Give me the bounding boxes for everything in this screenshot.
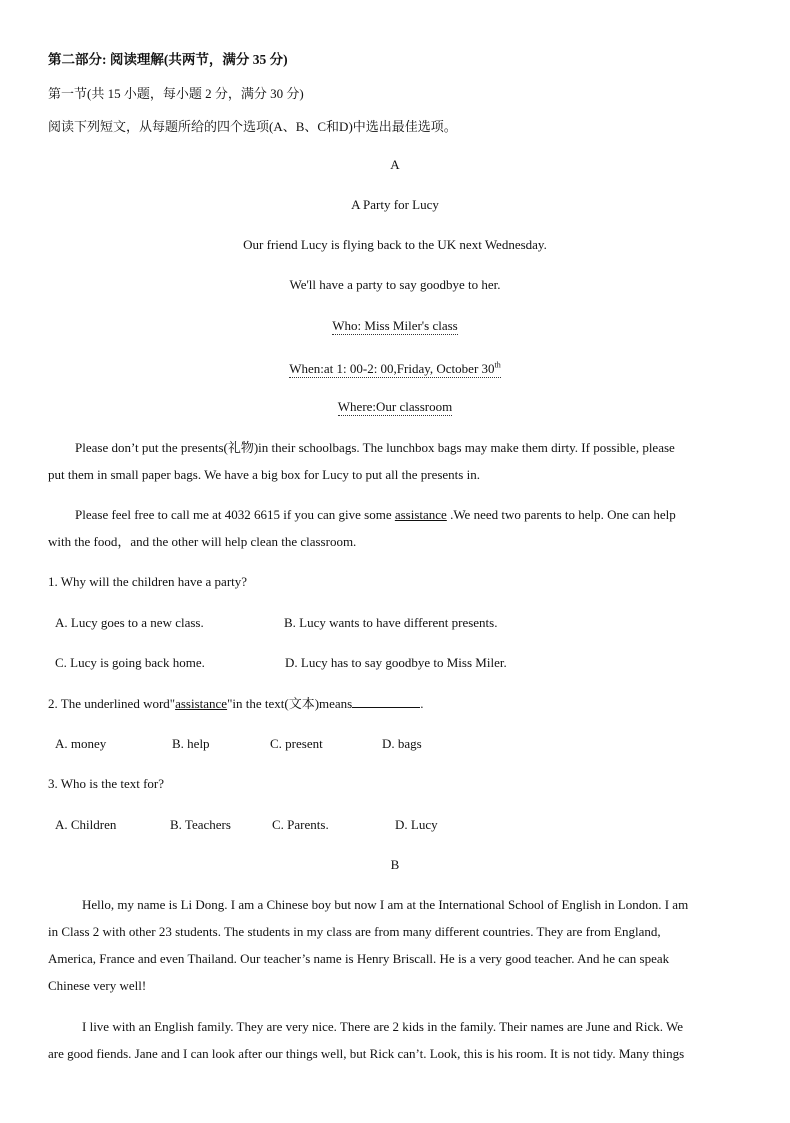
question-2-option-d: D. bags: [382, 736, 422, 751]
passage-b-para2-line2: are good fiends. Jane and I can look after our things well, but Rick can’t. Look, this is his room. It is not tidy. Many things: [48, 1046, 685, 1061]
passage-a-para1-line2: put them in small paper bags. We have a big box for Lucy to put all the presents in.: [48, 467, 480, 482]
passage-b-para2-line1: I live with an English family. They are very nice. There are 2 kids in the family. Their names are June and Rick. We: [82, 1019, 683, 1034]
question-2-option-c: C. present: [270, 736, 323, 751]
question-3-option-c: C. Parents.: [272, 817, 329, 832]
passage-a-who: Who: Miss Miler's class: [332, 318, 458, 333]
passage-a-letter: A: [390, 157, 400, 172]
passage-b-para1-line2: in Class 2 with other 23 students. The students in my class are from many different countries. They are from England,: [48, 924, 661, 939]
answer-blank: [352, 696, 420, 708]
question-3-option-d: D. Lucy: [395, 817, 438, 832]
passage-a-where: Where:Our classroom: [337, 399, 453, 414]
passage-a-title: A Party for Lucy: [351, 197, 439, 212]
passage-b-para1-line1: Hello, my name is Li Dong. I am a Chinese boy but now I am at the International School of English in London. I am: [82, 897, 689, 912]
question-3-stem: 3. Who is the text for?: [48, 776, 165, 791]
question-2-option-a: A. money: [55, 736, 107, 751]
question-1-option-c: C. Lucy is going back home.: [55, 655, 205, 670]
question-2-stem: 2. The underlined word"assistance"in the text(文本)means .: [48, 696, 424, 711]
subsection-title: 第一节(共 15 小题，每小题 2 分，满分 30 分): [48, 86, 304, 101]
question-2-option-b: B. help: [172, 736, 210, 751]
section-title: 第二部分: 阅读理解(共两节，满分 35 分): [48, 52, 288, 67]
passage-a-para2-line1: Please feel free to call me at 4032 6615 if you can give some assistance .We need two parents to help. One can help: [75, 507, 676, 522]
question-1-option-a: A. Lucy goes to a new class.: [55, 615, 204, 630]
passage-a-para2-line2: with the food，and the other will help clean the classroom.: [48, 534, 357, 549]
passage-b-letter: B: [390, 857, 400, 872]
question-1-option-d: D. Lucy has to say goodbye to Miss Miler.: [285, 655, 507, 670]
underlined-word: assistance: [394, 507, 447, 522]
question-3-option-a: A. Children: [55, 817, 117, 832]
passage-a-line1: Our friend Lucy is flying back to the UK next Wednesday.: [243, 237, 547, 252]
question-1-option-b: B. Lucy wants to have different presents.: [284, 615, 498, 630]
passage-a-para1-line1: Please don’t put the presents(礼物)in their schoolbags. The lunchbox bags may make them dirty. If possible, please: [75, 440, 675, 455]
passage-a-when: When:at 1: 00-2: 00,Friday, October 30th: [289, 361, 501, 377]
passage-a-line2: We'll have a party to say goodbye to her.: [289, 277, 501, 292]
question-1-stem: 1. Why will the children have a party?: [48, 574, 248, 589]
question-3-option-b: B. Teachers: [170, 817, 231, 832]
instruction: 阅读下列短文，从每题所给的四个选项(A、B、C和D)中选出最佳选项。: [48, 119, 457, 134]
passage-b-para1-line4: Chinese very well!: [48, 978, 147, 993]
passage-b-para1-line3: America, France and even Thailand. Our teacher’s name is Henry Briscall. He is a very good teacher. And he can speak: [48, 951, 670, 966]
